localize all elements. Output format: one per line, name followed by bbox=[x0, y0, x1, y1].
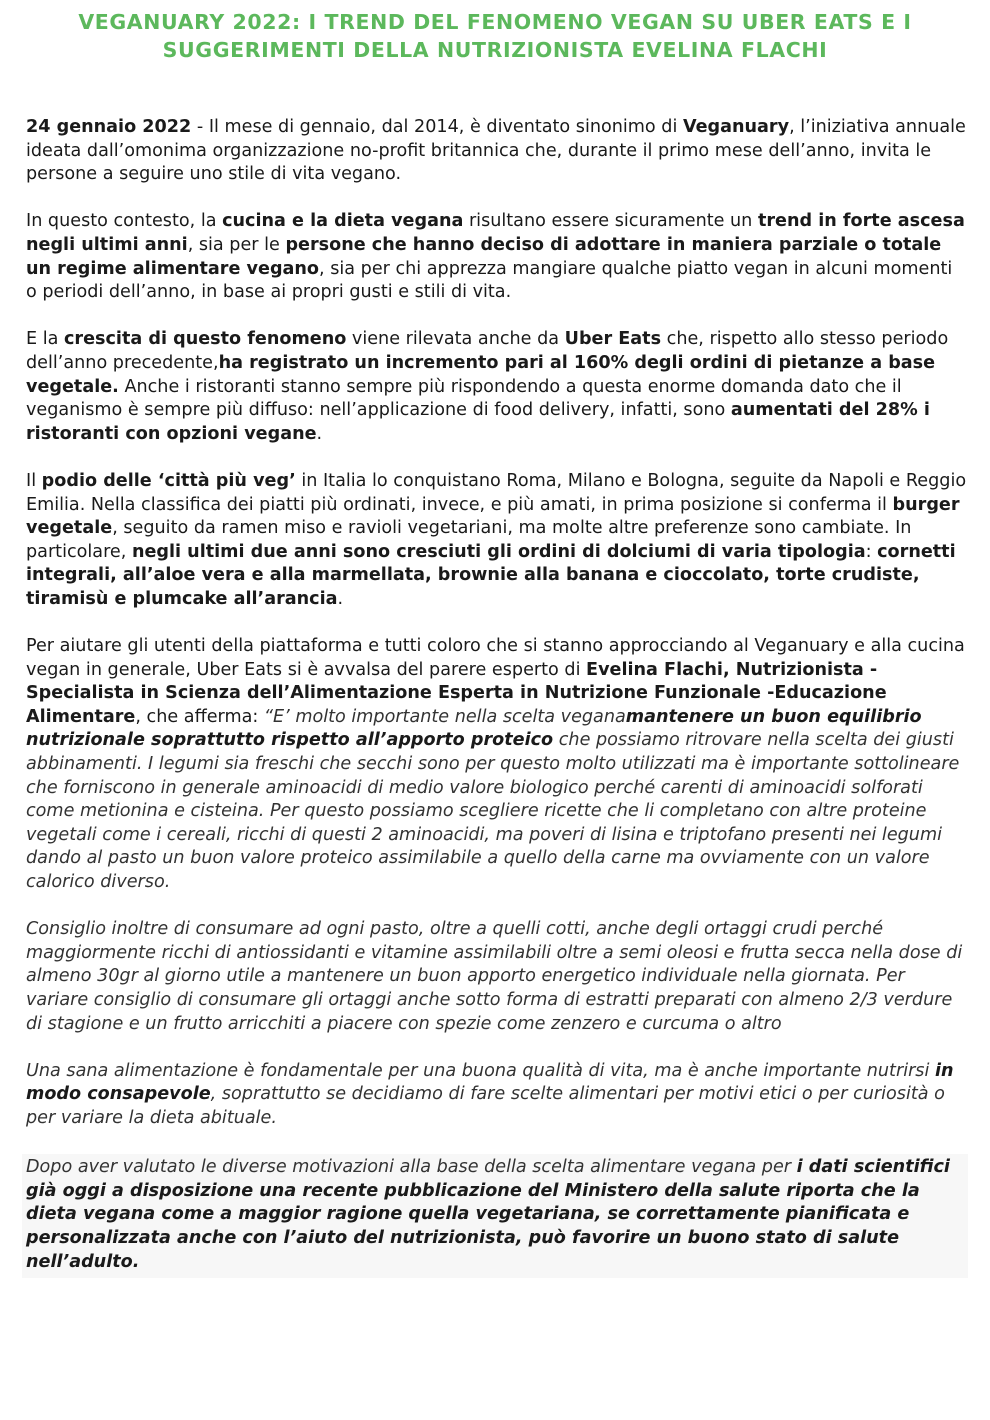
text-span: viene rilevata anche da bbox=[346, 329, 565, 350]
quote-text: “E’ molto importante nella scelta vegana bbox=[263, 706, 626, 727]
text-span: , seguito da ramen miso e ravioli vegetariani, ma molte altre preferenze sono cambiate. In particolare, bbox=[26, 518, 912, 562]
bold-span: mantenere un buon equilibrio nutrizionale soprattutto rispetto all’apporto proteico bbox=[26, 706, 922, 751]
text-span: risultano essere sicuramente un bbox=[463, 211, 758, 232]
text-span: Il bbox=[26, 470, 42, 491]
bold-span: podio delle ‘città più veg’ bbox=[41, 470, 296, 491]
paragraph-intro bbox=[26, 116, 968, 187]
article-body bbox=[26, 116, 968, 1302]
paragraph-conclusion bbox=[22, 1154, 968, 1278]
quote-text: Dopo aver valutato le diverse motivazioni alla base della scelta alimentare vegana per bbox=[26, 1157, 797, 1178]
bold-span: trend in forte ascesa negli ultimi anni bbox=[26, 211, 965, 255]
text-span: , che afferma: bbox=[135, 706, 264, 727]
page-title: VEGANUARY 2022: I TREND DEL FENOMENO VEGAN SU UBER EATS E I SUGGERIMENTI DELLA NUTRIZIONISTA EVELINA FLACHI bbox=[78, 10, 912, 62]
text-span: Anche i ristoranti stanno sempre più rispondendo a questa enorme domanda dato che il veganismo è sempre più diffuso: nell’applicazione di food delivery, infatti, sono bbox=[26, 376, 902, 421]
text-span: , l’iniziativa annuale ideata dall’omonima organizzazione no-profit britannica che, durante il primo mese dell’anno, invita le persone a seguire uno stile di vita vegano. bbox=[26, 117, 966, 185]
bold-span: crescita di questo fenomeno bbox=[63, 329, 347, 350]
text-span: in Italia lo conquistano Roma, Milano e Bologna, seguite da Napoli e Reggio Emilia. Nella classifica dei piatti più ordinati, invece, e più amati, in prima posizione si conferma il bbox=[26, 470, 967, 515]
bold-span: aumentati del 28% i ristoranti con opzioni vegane bbox=[26, 400, 930, 444]
bold-span: i dati scientifici già oggi a disposizione una recente pubblicazione del Ministero della salute riporta che la dieta vegana come a maggior ragione quella vegetariana, se correttamente pianificata e personalizzata anche con l’aiuto del nutrizionista, può favorire un buono stato di salute nell’adulto. bbox=[26, 1157, 950, 1272]
quote-text: Una sana alimentazione è fondamentale per una buona qualità di vita, ma è anche importante nutrirsi bbox=[26, 1060, 935, 1081]
paragraph-growth bbox=[26, 328, 968, 446]
text-span: In questo contesto, la bbox=[26, 211, 223, 232]
bold-span: Evelina Flachi, Nutrizionista - Specialista in Scienza dell’Alimentazione Esperta in Nutrizione Funzionale -Educazione Alimentare bbox=[26, 659, 887, 727]
paragraph-healthy bbox=[26, 1060, 968, 1131]
text-span: che, rispetto allo stesso periodo dell’anno precedente, bbox=[26, 329, 949, 373]
text-span: , sia per le bbox=[187, 234, 286, 255]
bold-span: negli ultimi due anni sono cresciuti gli ordini di dolciumi di varia tipologia bbox=[131, 541, 866, 562]
quote-text: , soprattutto se decidiamo di fare scelte alimentari per motivi etici o per curiosità o per variare la dieta abituale. bbox=[26, 1084, 945, 1128]
bold-span: cucina e la dieta vegana bbox=[222, 211, 464, 232]
quote-text: Consiglio inoltre di consumare ad ogni pasto, oltre a quelli cotti, anche degli ortaggi crudi perché maggiormente ricchi di antiossidanti e vitamine assimilabili oltre a semi oleosi e frutta secca nella dose di almeno 30gr al giorno utile a mantenere un buon apporto energetico individuale nella giornata. Per variare consiglio di consumare gli ortaggi anche sotto forma di estratti preparati con almeno 2/3 verdure di stagione e un frutto arricchiti a piacere con spezie come zenzero e curcuma o altro bbox=[26, 919, 963, 1034]
date-text: 24 gennaio 2022 bbox=[26, 117, 192, 137]
paragraph-cities bbox=[26, 470, 968, 612]
bold-span: burger vegetale bbox=[26, 494, 960, 539]
bold-span: persone che hanno deciso di adottare in maniera parziale o totale un regime alimentare vegano bbox=[26, 234, 942, 279]
bold-span: cornetti integrali, all’aloe vera e alla marmellata, brownie alla banana e cioccolato, torte crudiste, tiramisù e plumcake all’arancia bbox=[26, 541, 956, 609]
text-span: - Il mese di gennaio, dal 2014, è diventato sinonimo di bbox=[191, 117, 683, 137]
bold-span: in modo consapevole bbox=[26, 1060, 954, 1105]
text-span: : bbox=[865, 541, 878, 562]
quote-text: che possiamo ritrovare nella scelta dei giusti abbinamenti. I legumi sia freschi che secchi sono per questo molto utilizzati ma è importante sottolineare che forniscono in generale aminoacidi di medio valore biologico perché carenti di aminoacidi solforati come metionina e cisteina. Per questo possiamo scegliere ricette che li completano con altre proteine vegetali come i cereali, ricchi di questi 2 aminoacidi, ma poveri di lisina e triptofano presenti nei legumi dando al pasto un buon valore proteico assimilabile a quello della carne ma ovviamente con un valore calorico diverso. bbox=[26, 730, 960, 892]
text-span: . bbox=[316, 423, 323, 444]
text-span: E la bbox=[26, 329, 64, 350]
bold-span: Veganuary bbox=[682, 117, 790, 137]
text-span: Per aiutare gli utenti della piattaforma e tutti coloro che si stanno approcciando al Veganuary e alla cucina vegan in generale, Uber Eats si è avvalsa del parere esperto di bbox=[26, 636, 965, 680]
text-span: , sia per chi apprezza mangiare qualche piatto vegan in alcuni momenti o periodi dell’anno, in base ai propri gusti e stili di vita. bbox=[26, 258, 953, 303]
paragraph-context bbox=[26, 210, 968, 304]
bold-span: Uber Eats bbox=[564, 329, 662, 350]
paragraph-expert bbox=[26, 635, 968, 895]
paragraph-advice bbox=[26, 918, 968, 1036]
text-span: . bbox=[337, 588, 344, 609]
bold-span: ha registrato un incremento pari al 160% degli ordini di pietanze a base vegetale. bbox=[26, 352, 936, 397]
